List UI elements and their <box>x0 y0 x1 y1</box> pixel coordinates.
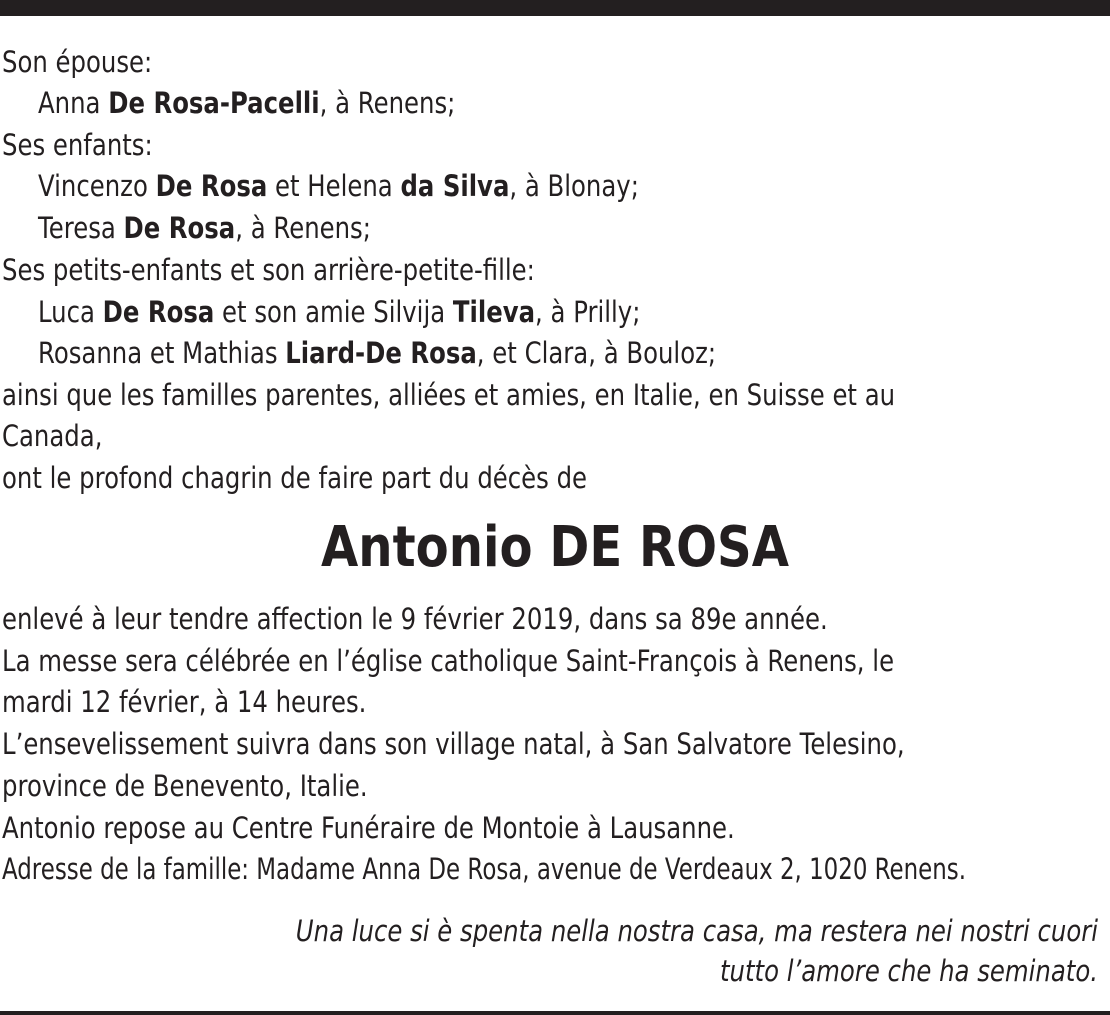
grandchildren-label: Ses petits-enfants et son arrière-petite-fille: <box>2 253 535 287</box>
child-line-2: Teresa De Rosa, à Renens; <box>38 211 371 245</box>
details-line-1: enlevé à leur tendre affection le 9 février 2019, dans sa 89e année. <box>2 602 828 636</box>
details-line-6: Antonio repose au Centre Funéraire de Montoie à Lausanne. <box>2 811 735 845</box>
quote-line-1: Una luce si è spenta nella nostra casa, ma restera nei nostri cuori <box>295 914 1098 948</box>
bottom-rule <box>0 1011 1110 1015</box>
child-line-1: Vincenzo De Rosa et Helena da Silva, à Blonay; <box>38 169 639 203</box>
relatives-line-1: ainsi que les familles parentes, alliées et amies, en Italie, en Suisse et au <box>2 378 896 412</box>
deceased-name: Antonio DE ROSA <box>321 515 789 580</box>
family-address-line: Adresse de la famille: Madame Anna De Rosa, avenue de Verdeaux 2, 1020 Renens. <box>2 852 967 886</box>
details-line-3: mardi 12 février, à 14 heures. <box>2 685 367 719</box>
grandchild-line-2: Rosanna et Mathias Liard-De Rosa, et Clara, à Bouloz; <box>38 336 717 370</box>
spouse-label: Son épouse: <box>2 45 153 79</box>
spouse-line: Anna De Rosa-Pacelli, à Renens; <box>38 86 456 120</box>
grandchild-line-1: Luca De Rosa et son amie Silvija Tileva, à Prilly; <box>38 295 641 329</box>
children-label: Ses enfants: <box>2 128 153 162</box>
relatives-line-2: Canada, <box>2 419 103 453</box>
details-line-4: L’ensevelissement suivra dans son village natal, à San Salvatore Telesino, <box>2 727 905 761</box>
details-line-5: province de Benevento, Italie. <box>2 769 368 803</box>
quote-line-2: tutto l’amore che ha seminato. <box>720 954 1098 988</box>
details-line-2: La messe sera célébrée en l’église catholique Saint-François à Renens, le <box>2 644 895 678</box>
announcement-line: ont le profond chagrin de faire part du décès de <box>2 461 588 495</box>
top-rule <box>0 0 1110 16</box>
